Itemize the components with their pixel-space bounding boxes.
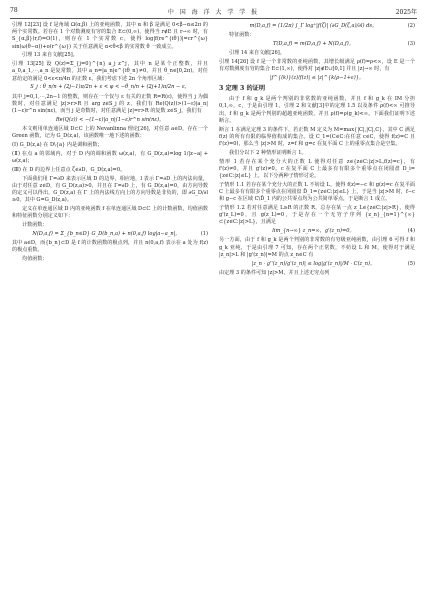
equation	[219, 41, 415, 48]
paragraph: 本文则用单连通区域 D⊂C 上的 Nevanlinna 理论[26]，对任意 a∈D，存在一个 Green 函数，记为 G_D(z,a)，该函数唯一地下述的函数：	[12, 126, 208, 140]
paragraph: 断言 1 在满足定理 3 的条件下，若正数 M 定义为 M=max{|C|,|C|,C}，其中 C 满足 f(z) 的所有有限的临界值构成的集合。设 C_1=(C∈C:在任意 c∈C，使得 f(z)=C 且 f'(z)=0)，那么当 |z|>M 时，z=f 和 g=c 在复平面 C 上的重零点集合是空集。	[219, 126, 415, 148]
equation-body: S_j : θ_n/n + (2j−1)π/2n + ε < φ < −θ_n/n + (2j+1)π/2n − ε，	[30, 84, 190, 91]
paragraph: (Ⅲ) 在 D 的边界上任意点 ζ∈∂D，G_D(z,a)=0。	[12, 166, 126, 173]
equation	[219, 261, 415, 268]
paragraph: 特征函数：	[229, 32, 255, 39]
paragraph: 子情形 1.1 若存在某个充分大的正数 L 不妨设 L，使得 f(z)=−c 和 g(z)=c 在复平面 C 上最多有有限多个重零点在闭圆盘 D̄_1={z∈C:|z|≤L} 上，于是当 |z|>M 时，f−c 和 g−c 在区域 C\D̄_1 内的公共零点均为公共简单零点，于是断言 1 成立。	[219, 181, 415, 203]
equation-body: Re(Q(z)) < −(1−ε)|a_n|(1−ε)r^n sin(nε)。	[55, 116, 165, 123]
equation-number: (3)	[407, 41, 415, 47]
paragraph: 下面我们用 Γ=∂D 来表示区域 D 的边界，相应地，l 表示 Γ=∂D 上的内法向量，由于对任意 z∈D，有 G_D(z,a)>0，并且在 Γ=∂D 上，有 G_D(z,a)=0，由方向导数的定义可以得出，G_D(z,a) 在 Γ 上的内法线方向上的方向导数是非负的，即 ∂G_D/∂l ≥0。其中 G=G_D(z,a)。	[12, 175, 208, 204]
paragraph: 均值函数：	[22, 256, 48, 263]
equation	[219, 23, 415, 30]
paragraph: (Ⅰ) G_D(z,a) 在 D\{a} 内是调和函数；	[12, 142, 103, 149]
paragraph: 子情形 1.2 若对任意满足 L≥R 的正数 R，总存在某一点 z_L∈{z∈C:|z|>R}，使得 g'(z_L)=0，且 g(z_L)=0，于是存在一个无穷子序列 {z_n}_{n=1}^{∞}⊂{z∈C:|z|>L}，且满足	[219, 205, 415, 226]
page-header	[10, 4, 417, 19]
paragraph: 定义在单连通区域 D 内的亚纯函数 f 在单连通区域 D⊂C 上的计数函数，均值函数和特征函数分别定义如下：	[12, 206, 208, 220]
journal-name: 中 国 海 洋 大 学 学 报	[167, 9, 260, 16]
equation-body: |z_n · g''(z_n)/g'(z_n)| ≤ log|g'(z_n)|/M · C(z_n)。	[251, 260, 376, 267]
equation-number: (2)	[407, 23, 415, 29]
equation-number: (5)	[407, 260, 415, 267]
paragraph: 其中 a∈D，而{b_n}⊂D 是 f 的计数函数的极点列，并且 n(0,a,f) 表示在 a 处为 f(z) 的极点重数。	[12, 240, 208, 254]
equation-body: T(D,a,f) = m(D,a,f) + N(D,a,f)。	[272, 41, 354, 47]
paragraph: 计数函数：	[22, 222, 48, 229]
equation-body: |f^{(k)}(z)/f(z)| ≤ |z|^{k(ρ−1+ε)}。	[269, 75, 365, 81]
paragraph: 引理 12[23] 设 f 是角域 Ω(α,β) 上的亚纯函数，其中 α 和 β 是满足 0<β−α≤2π 的两个实常数。若存在 1 个对数测度有穷的集合 E⊂(0,∞)，使得当 r∉E 且 r→∞ 时，有 S_{α,β}(r,f)=O(1)，则存在 1 个实常数 c，使得 log|f(re^{iθ})|=cr^{ω} sin(ω(θ−α))+o(r^{ω}) 关于任意满足 α<θ<β 的实常数 θ 一致成立。	[12, 22, 208, 50]
right-column	[219, 22, 415, 279]
paragraph: 情形 1 若存在某个充分大的正数 L 使得对任意 z∈{z∈C:|z|>L,f(z)=c}，有 f'(z)≠0，并且 g'(z)≠0。c 在复平面 C 上最多有有限多个重零点在闭圆盘 D_i={z∈C:|z|≤L} 上，以下分两种子情形讨论。	[219, 158, 415, 180]
paragraph: 引理 13[25] 设 Q(z)=Σ_{j=0}^{n} a_j z^j，其中 n 是某个正整数，并且 a_0,a_1,⋯,a_n 是复常数，其中 a_n=|a_n|e^{iθ_n}≠0，并且 θ_n∈[0,2π)。对任意给定的满足 0<ε<π/4n 的正数 ε，我们考虑下述 2n 个角形区域：	[12, 61, 208, 82]
paragraph: (Ⅱ) 在点 a 的邻域内，对于 D 内的调和函数 ω(z,a)，有 G_D(z,a)=log 1/|z−a| + ω(z,a)；	[12, 150, 208, 165]
paragraph: 由定理 3 的条件可知 |z|>M，并且上述无穷点列	[219, 269, 330, 276]
section-heading: 3 定理 3 的证明	[219, 85, 266, 93]
paragraph: 我们分以下 2 种情形证明断言 1。	[229, 149, 307, 156]
equation	[219, 75, 415, 82]
equation	[219, 228, 415, 235]
paragraph: 由于 f 和 g_k 是两个判别的非常数的亚纯函数，并且 f 和 g_k 在 IM 分担 0,1,∞，c，于是由引理 1，引理 2 和文献[3]中的定理 1.5 以及条件 ρ(f)<∞ 可推导出，f 和 g_k 是两个判别的超越亚纯函数，并且 ρ(f)=ρ(g_k)<∞。下面我们证明下述断言。	[219, 96, 415, 124]
equation	[12, 117, 208, 124]
equation-body: lim_{n→∞} z_n=∞，g'(z_n)=0。	[272, 228, 355, 235]
paragraph: 另一方面，由于 f 和 g_k 是两个判别的非常数的有穷级亚纯函数，由引理 6 可得 f 和 g_k 亚纯，于是由引理 7 可知，存在两个正常数，不妨设 L 和 M，使得对于满足 |z_n|>L 和 |g'(z_n)|=M 的点 z_n∈C 有	[219, 237, 415, 258]
equation-number: (4)	[407, 228, 415, 235]
equation-body: N(D,a,f) = Σ_{b_n∈D} G_D(b_n,a) + n(0,a,f) log|a−a_n|，	[32, 230, 181, 237]
publication-year: 2025年	[395, 9, 417, 16]
paragraph: 引理 14[26] 设 f 是一个非常数的亚纯函数，其增长级满足 ρ(f)=ρ<∞，设 E 是一个有对数测度有穷的集合 E⊂(1,∞)，使得对 |z|∉E∪[0,1] 并且 |z|→∞ 时，有	[219, 59, 415, 73]
left-column	[12, 22, 208, 265]
equation-body: m(D,a,f) = (1/2π) ∫_Γ log⁺|f(ζ)| (∂G_D(ζ,a)/∂l) ds。	[249, 23, 378, 29]
paragraph: 其中 j=0,1,⋯,2n−1 的整数，则存在一个仅与 ε 有关的正数 R=R(ε)，使得当 j 为偶数时，对任意满足 |z|>r>R 且 arg z∈S_j 的 z，我们有 Re(Q(z))>(1−ε)|a_n|(1−ε)r^n sin(nε)，而当 j 是奇数时，对任意满足 |z|=r>R 的复数 z∈S_j，我们有	[12, 93, 208, 115]
paragraph: 引理 13 来自文献[25]。	[22, 52, 78, 59]
page-number: 78	[10, 7, 18, 14]
paragraph: 引理 14 来自文献[26]。	[229, 50, 285, 57]
equation-number: (1)	[200, 230, 208, 237]
equation	[12, 231, 208, 238]
equation	[12, 84, 208, 91]
